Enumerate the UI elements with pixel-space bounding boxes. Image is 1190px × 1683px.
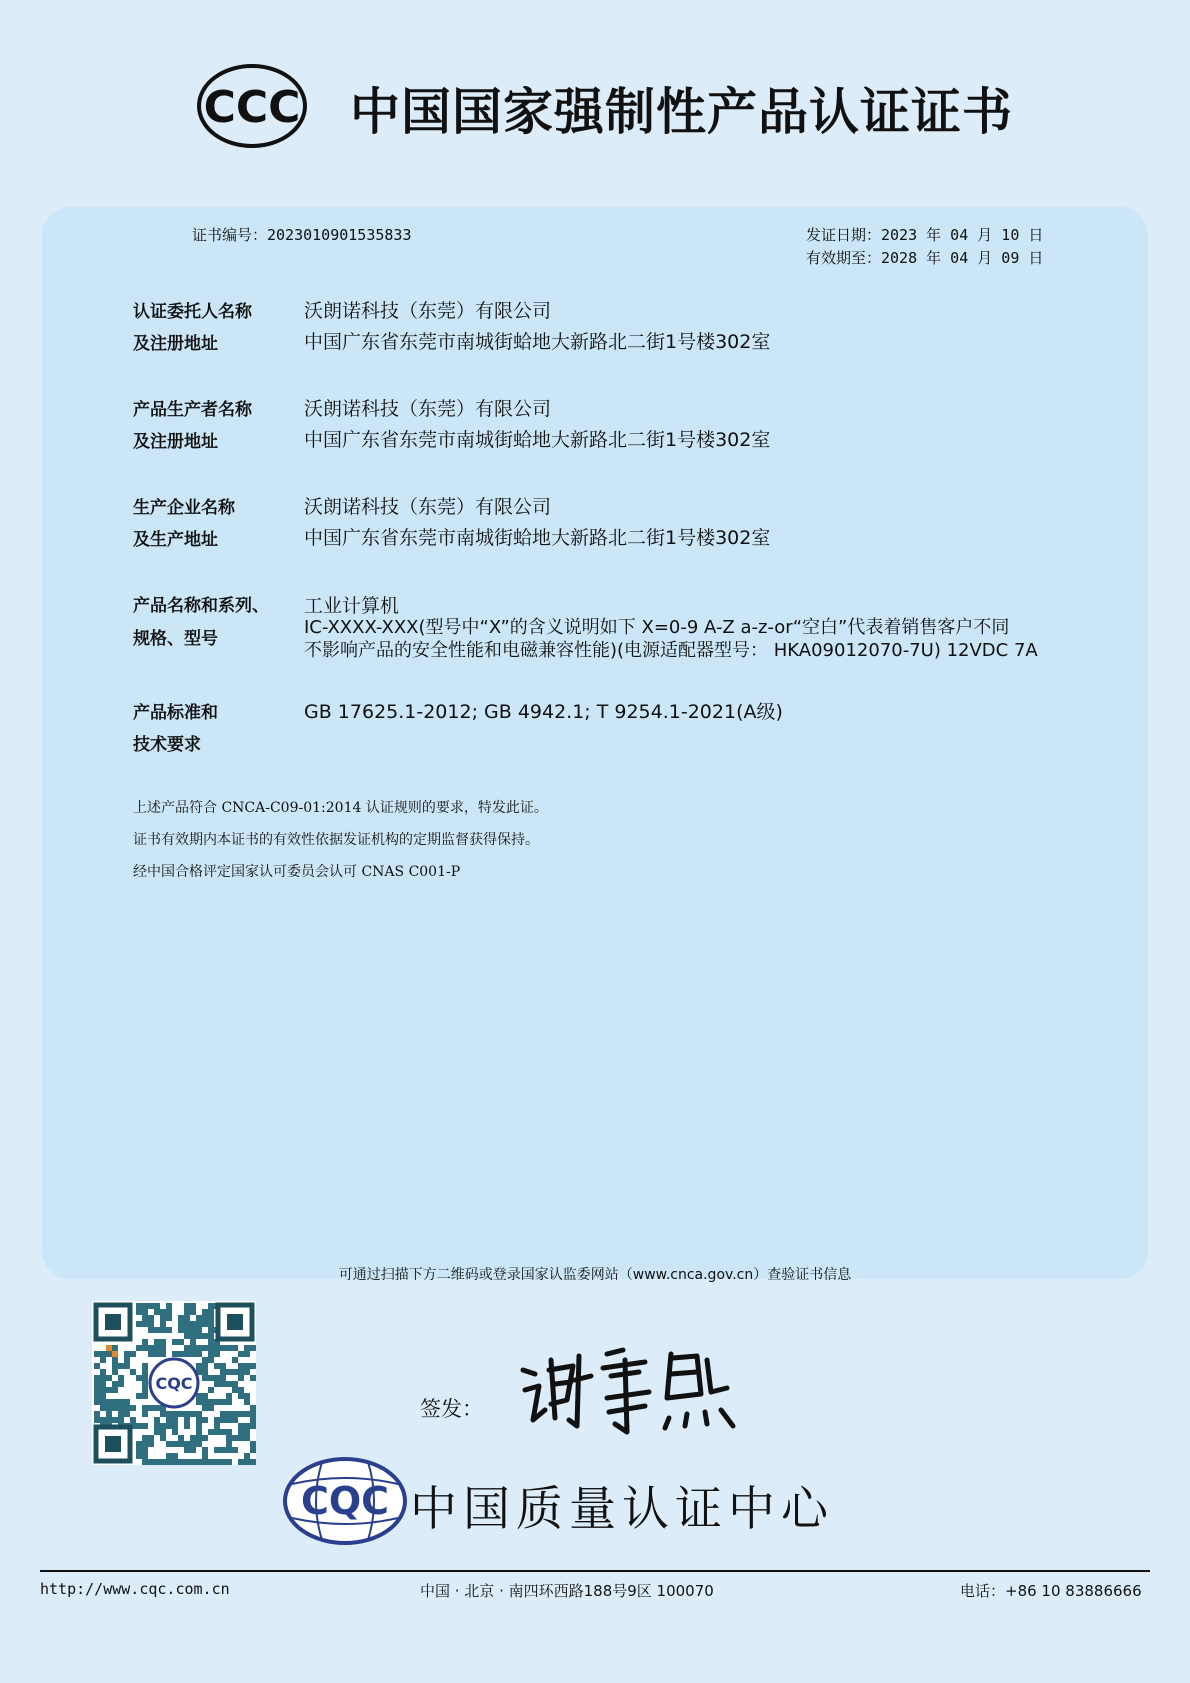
cqc-logo-text: CQC [300,1479,390,1523]
factory-address: 中国广东省东莞市南城街蛤地大新路北二街1号楼302室 [304,527,771,549]
qr-verification-note: 可通过扫描下方二维码或登录国家认监委网站（www.cnca.gov.cn）查验证书信息 [338,1267,852,1283]
manufacturer-label-2: 及注册地址 [133,432,218,452]
certificate-title: 中国国家强制性产品认证证书 [350,83,1013,141]
factory-name: 沃朗诺科技（东莞）有限公司 [304,496,552,518]
manufacturer-label-1: 产品生产者名称 [133,400,252,420]
product-name: 工业计算机 [304,595,400,617]
product-model-line-2: 不影响产品的安全性能和电磁兼容性能)(电源适配器型号： HKA09012070-7U) 12VDC 7A [304,640,1038,661]
ccc-logo-text: CCC [203,82,301,133]
applicant-label-2: 及注册地址 [133,334,218,354]
qr-code[interactable] [92,1301,256,1465]
qr-badge-text: CQC [155,1374,193,1393]
footer-divider [40,1570,1150,1572]
issuer-name: 中国质量认证中心 [410,1482,834,1537]
applicant-address: 中国广东省东莞市南城街蛤地大新路北二街1号楼302室 [304,331,771,353]
factory-label-2: 及生产地址 [133,530,218,550]
applicant-name: 沃朗诺科技（东莞）有限公司 [304,300,552,322]
manufacturer-address: 中国广东省东莞市南城街蛤地大新路北二街1号楼302室 [304,429,771,451]
handwritten-signature [515,1340,745,1435]
product-label-2: 规格、型号 [133,629,218,649]
statement-2: 证书有效期内本证书的有效性依据发证机构的定期监督获得保持。 [133,832,539,848]
signed-by-label: 签发： [420,1397,483,1421]
statement-3: 经中国合格评定国家认可委员会认可 CNAS C001-P [133,864,461,880]
issue-date: 发证日期：2023 年 04 月 10 日 [806,226,1044,244]
standards-label-1: 产品标准和 [133,703,218,723]
product-label-1: 产品名称和系列、 [133,596,269,616]
footer-address: 中国 · 北京 · 南四环西路188号9区 100070 [420,1582,714,1600]
standards-label-2: 技术要求 [133,735,201,755]
factory-label-1: 生产企业名称 [133,498,235,518]
footer-phone: 电话：+86 10 83886666 [960,1582,1142,1600]
expiry-date: 有效期至：2028 年 04 月 09 日 [806,249,1044,267]
certificate-number: 证书编号：2023010901535833 [192,226,412,244]
applicant-label-1: 认证委托人名称 [133,302,252,322]
ccc-logo [196,62,308,150]
footer-website[interactable]: http://www.cqc.com.cn [40,1580,230,1598]
cqc-logo [282,1456,408,1546]
statement-1: 上述产品符合 CNCA-C09-01:2014 认证规则的要求，特发此证。 [133,800,548,816]
product-model-line-1: IC-XXXX-XXX(型号中“X”的含义说明如下 X=0-9 A-Z a-z-or“空白”代表着销售客户不同 [304,617,1010,638]
standards-value: GB 17625.1-2012; GB 4942.1; T 9254.1-2021(A级) [304,701,783,723]
certificate-panel [42,207,1148,1279]
manufacturer-name: 沃朗诺科技（东莞）有限公司 [304,398,552,420]
